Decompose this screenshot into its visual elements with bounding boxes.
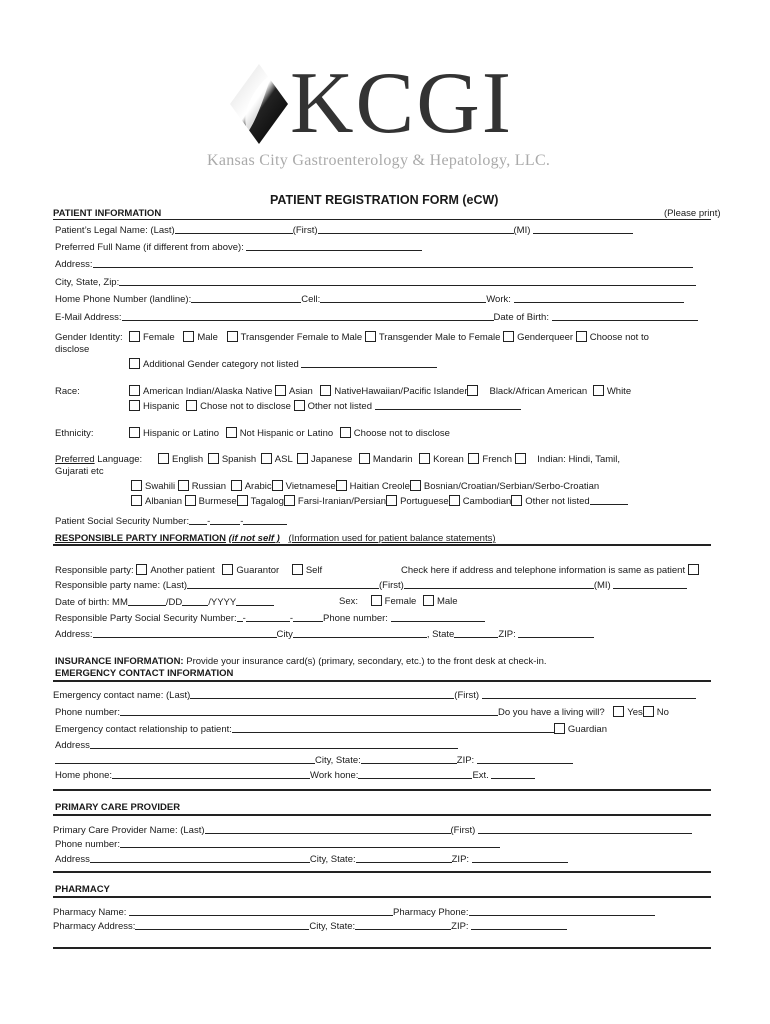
pcp-last-field[interactable] xyxy=(205,824,451,834)
legal-first-label: (First) xyxy=(292,225,318,236)
emergency-phone-label: Phone number: xyxy=(55,707,120,718)
pharmacy-name-field[interactable] xyxy=(129,906,393,916)
divider xyxy=(53,947,711,949)
checkbox-guarantor[interactable] xyxy=(222,564,233,575)
pcp-phone-field[interactable] xyxy=(120,838,500,848)
email-field[interactable] xyxy=(122,311,494,321)
email-label: E-Mail Address: xyxy=(55,312,122,323)
ssn-label: Patient Social Security Number: xyxy=(55,516,190,527)
option-label: Yes xyxy=(627,707,643,718)
responsible-heading: RESPONSIBLE PARTY INFORMATION xyxy=(55,533,227,544)
language-options-row3 xyxy=(131,495,628,508)
email-row xyxy=(55,311,698,324)
checkbox-ethnicity-choose-not[interactable] xyxy=(340,427,351,438)
option-label: Other not listed xyxy=(525,496,590,507)
checkbox-race-american-indian[interactable] xyxy=(129,385,140,396)
section-heading-pharmacy: PHARMACY xyxy=(55,884,110,895)
pharmacy-phone-field[interactable] xyxy=(469,906,655,916)
pharmacy-zip-label: ZIP: xyxy=(451,921,469,932)
responsible-state-label: , State xyxy=(426,629,455,640)
checkbox-lang-russian[interactable] xyxy=(178,480,189,491)
option-label: Russian xyxy=(191,481,227,492)
checkbox-lang-burmese[interactable] xyxy=(185,495,196,506)
gender-additional-field[interactable] xyxy=(301,358,437,368)
pharmacy-address-label: Pharmacy Address: xyxy=(53,921,136,932)
emergency-phone-row xyxy=(55,706,669,719)
language-options-row1 xyxy=(158,453,620,466)
checkbox-living-will-yes[interactable] xyxy=(613,706,624,717)
gender-additional-label: Additional Gender category not listed xyxy=(143,359,299,370)
responsible-heading-note: (if not self ) xyxy=(228,533,280,544)
checkbox-race-white[interactable] xyxy=(593,385,604,396)
checkbox-lang-tagalog[interactable] xyxy=(237,495,248,506)
responsible-address-row xyxy=(55,628,594,641)
language-label xyxy=(55,454,142,466)
option-label: Swahili xyxy=(145,481,176,492)
checkbox-lang-portuguese[interactable] xyxy=(386,495,397,506)
option-label: Male xyxy=(436,596,458,607)
checkbox-lang-albanian[interactable] xyxy=(131,495,142,506)
responsible-address-field[interactable] xyxy=(93,628,277,638)
option-label: Cambodian xyxy=(462,496,512,507)
option-label: Indian: Hindi, Tamil, xyxy=(537,454,621,465)
living-will-label: Do you have a living will? xyxy=(497,707,605,718)
option-label: American Indian/Alaska Native xyxy=(143,386,273,397)
checkbox-lang-korean[interactable] xyxy=(419,453,430,464)
checkbox-lang-english[interactable] xyxy=(158,453,169,464)
option-label: English xyxy=(172,454,204,465)
work-field[interactable] xyxy=(514,293,684,303)
legal-last-label: Patient’s Legal Name: (Last) xyxy=(55,225,175,236)
option-label: Hispanic or Latino xyxy=(143,428,220,439)
ssn-field-2[interactable] xyxy=(210,515,240,525)
emergency-home-phone-label: Home phone: xyxy=(55,770,113,781)
responsible-city-label: City xyxy=(276,629,293,640)
dob-field[interactable] xyxy=(552,311,698,321)
emergency-address-field[interactable] xyxy=(90,739,458,749)
checkbox-another-patient[interactable] xyxy=(136,564,147,575)
language-options-row2 xyxy=(131,480,599,493)
insurance-row xyxy=(55,656,547,668)
pcp-first-field[interactable] xyxy=(478,824,692,834)
responsible-ssn-row xyxy=(55,612,485,625)
pharmacy-name-row xyxy=(53,906,655,919)
emergency-city-row xyxy=(55,754,573,767)
divider xyxy=(53,814,711,816)
cell-label: Cell: xyxy=(301,294,321,305)
emergency-first-label: (First) xyxy=(454,690,480,701)
race-other-field[interactable] xyxy=(375,400,521,410)
checkbox-lang-indian[interactable] xyxy=(515,453,526,464)
responsible-ssn-label: Responsible Party Social Security Number: xyxy=(55,613,237,624)
gender-label: Gender Identity: xyxy=(55,332,123,343)
option-label: Haitian Creole xyxy=(349,481,410,492)
option-label: Self xyxy=(305,565,323,576)
checkbox-ethnicity-not-hispanic[interactable] xyxy=(226,427,237,438)
race-label: Race: xyxy=(55,386,80,397)
option-label: Not Hispanic or Latino xyxy=(239,428,334,439)
emergency-work-phone-field[interactable] xyxy=(358,769,472,779)
responsible-dob-label: Date of birth: MM xyxy=(55,597,128,608)
dob-dd-label: /DD xyxy=(165,597,183,608)
emergency-name-row xyxy=(53,689,696,702)
checkbox-lang-other[interactable] xyxy=(511,495,522,506)
option-label: Guardian xyxy=(567,724,607,735)
responsible-sex-row xyxy=(339,595,458,608)
emergency-zip-label: ZIP: xyxy=(456,755,475,766)
option-label: Choose not to xyxy=(589,332,649,343)
option-label: Tagalog xyxy=(250,496,284,507)
pharmacy-zip-field[interactable] xyxy=(471,920,567,930)
checkbox-gender-trans-mtf[interactable] xyxy=(365,331,376,342)
option-label: ASL xyxy=(274,454,293,465)
divider xyxy=(53,544,711,546)
legal-name-row xyxy=(55,224,633,237)
option-label: Japanese xyxy=(311,454,353,465)
city-state-zip-label: City, State, Zip: xyxy=(55,277,120,288)
pcp-city-label: City, State: xyxy=(309,854,356,865)
pcp-address-row xyxy=(55,853,568,866)
insurance-text: Provide your insurance card(s) (primary, secondary, etc.) to the front desk at check-in. xyxy=(183,656,547,667)
divider xyxy=(53,219,711,220)
section-heading-emergency: EMERGENCY CONTACT INFORMATION xyxy=(55,668,234,679)
legal-last-field[interactable] xyxy=(175,224,293,234)
language-label-text: Language: xyxy=(94,454,143,465)
checkbox-ethnicity-hispanic[interactable] xyxy=(129,427,140,438)
responsible-phone-field[interactable] xyxy=(391,612,485,622)
checkbox-lang-japanese[interactable] xyxy=(297,453,308,464)
option-label: Genderqueer xyxy=(517,332,574,343)
ssn-dash: - xyxy=(207,516,211,527)
emergency-address-row xyxy=(55,739,458,752)
pcp-phone-label: Phone number: xyxy=(55,839,120,850)
option-label: No xyxy=(656,707,669,718)
cell-field[interactable] xyxy=(320,293,486,303)
emergency-work-phone-label: Work hone: xyxy=(310,770,359,781)
checkbox-sex-male[interactable] xyxy=(423,595,434,606)
ssn-dash: - xyxy=(242,613,246,624)
responsible-name-row xyxy=(55,579,687,592)
emergency-zip-field[interactable] xyxy=(477,754,573,764)
logo-wordmark: KCGI xyxy=(290,55,514,152)
responsible-info-note: (Information used for patient balance statements) xyxy=(288,533,496,544)
form-title: PATIENT REGISTRATION FORM (eCW) xyxy=(270,193,499,207)
option-label: Albanian xyxy=(145,496,182,507)
responsible-party-row xyxy=(55,564,322,577)
option-label: Transgender Female to Male xyxy=(240,332,363,343)
divider xyxy=(53,871,711,873)
dob-yyyy-label: /YYYY xyxy=(208,597,237,608)
ssn-row xyxy=(55,515,287,528)
ssn-field-3[interactable] xyxy=(243,515,287,525)
option-label: Farsi-Iranian/Persian xyxy=(297,496,387,507)
checkbox-gender-genderqueer[interactable] xyxy=(503,331,514,342)
preferred-name-row xyxy=(55,241,422,254)
emergency-city-field[interactable] xyxy=(361,754,457,764)
responsible-first-field[interactable] xyxy=(404,579,594,589)
responsible-dob-row xyxy=(55,596,274,609)
ethnicity-options xyxy=(129,427,450,440)
checkbox-lang-mandarin[interactable] xyxy=(359,453,370,464)
same-as-patient-label: Check here if address and telephone information is same as patient xyxy=(401,565,686,576)
checkbox-same-as-patient[interactable] xyxy=(688,564,699,575)
option-label: Spanish xyxy=(221,454,257,465)
checkbox-gender-male[interactable] xyxy=(183,331,194,342)
checkbox-gender-choose-not[interactable] xyxy=(576,331,587,342)
option-label: Another patient xyxy=(150,565,215,576)
ssn-dash: - xyxy=(289,613,293,624)
responsible-last-field[interactable] xyxy=(187,579,379,589)
emergency-address-label: Address xyxy=(55,740,90,751)
emergency-relationship-row xyxy=(55,723,607,736)
work-label: Work: xyxy=(486,294,511,305)
kcgi-logo-diamond xyxy=(228,62,290,146)
checkbox-race-asian[interactable] xyxy=(275,385,286,396)
checkbox-lang-arabic[interactable] xyxy=(231,480,242,491)
pcp-city-field[interactable] xyxy=(356,853,452,863)
option-label: NativeHawaiian/Pacific Islander xyxy=(334,386,468,397)
responsible-first-label: (First) xyxy=(379,580,404,591)
option-label: Portuguese xyxy=(400,496,449,507)
checkbox-lang-vietnamese[interactable] xyxy=(272,480,283,491)
checkbox-living-will-no[interactable] xyxy=(643,706,654,717)
responsible-city-field[interactable] xyxy=(293,628,427,638)
dob-yyyy-field[interactable] xyxy=(236,596,274,606)
option-label: Choose not to disclose xyxy=(353,428,450,439)
option-label: Arabic xyxy=(244,481,272,492)
section-heading-patient: PATIENT INFORMATION xyxy=(53,208,162,219)
option-label: Black/African American xyxy=(489,386,588,397)
option-label: Other not listed xyxy=(307,401,372,412)
section-heading-pcp: PRIMARY CARE PROVIDER xyxy=(55,802,181,813)
responsible-phone-label: Phone number: xyxy=(322,613,388,624)
option-label: Burmese xyxy=(198,496,237,507)
option-label: Guarantor xyxy=(236,565,280,576)
responsible-zip-label: ZIP: xyxy=(498,629,516,640)
checkbox-self[interactable] xyxy=(292,564,303,575)
checkbox-gender-additional[interactable] xyxy=(129,358,140,369)
divider xyxy=(53,789,711,791)
checkbox-race-black[interactable] xyxy=(467,385,478,396)
checkbox-race-native-hawaiian[interactable] xyxy=(320,385,331,396)
checkbox-lang-french[interactable] xyxy=(468,453,479,464)
phone-row xyxy=(55,293,684,306)
pcp-first-label: (First) xyxy=(450,825,476,836)
option-label: Asian xyxy=(289,386,313,397)
responsible-ssn-field-3[interactable] xyxy=(293,612,323,622)
lang-other-field[interactable] xyxy=(590,495,628,505)
responsible-zip-field[interactable] xyxy=(518,628,594,638)
option-label: Male xyxy=(197,332,218,343)
responsible-address-label: Address: xyxy=(55,629,93,640)
language-label-underlined: Preferred xyxy=(55,454,95,465)
preferred-name-field[interactable] xyxy=(246,241,422,251)
option-label: Chose not to disclose xyxy=(200,401,291,412)
pcp-address-field[interactable] xyxy=(90,853,310,863)
checkbox-race-chose-not[interactable] xyxy=(186,400,197,411)
option-label: Mandarin xyxy=(372,454,413,465)
checkbox-guardian[interactable] xyxy=(554,723,565,734)
responsible-last-label: Responsible party name: (Last) xyxy=(55,580,188,591)
checkbox-lang-haitian[interactable] xyxy=(336,480,347,491)
option-label: Hispanic xyxy=(143,401,180,412)
emergency-home-phone-row xyxy=(55,769,535,782)
option-label: Bosnian/Croatian/Serbian/Serbo-Croatian xyxy=(423,481,600,492)
emergency-first-field[interactable] xyxy=(482,689,696,699)
city-state-zip-field[interactable] xyxy=(119,276,696,286)
responsible-ssn-field-2[interactable] xyxy=(246,612,290,622)
checkbox-lang-bosnian[interactable] xyxy=(410,480,421,491)
emergency-last-field[interactable] xyxy=(190,689,454,699)
emergency-address-line2[interactable] xyxy=(55,754,315,764)
dob-label: Date of Birth: xyxy=(493,312,549,323)
legal-mi-field[interactable] xyxy=(533,224,633,234)
city-state-zip-row xyxy=(55,276,696,289)
sex-label: Sex: xyxy=(339,596,359,607)
preferred-name-label: Preferred Full Name (if different from above): xyxy=(55,242,244,253)
pcp-zip-field[interactable] xyxy=(472,853,568,863)
logo-subtitle: Kansas City Gastroenterology & Hepatology, LLC. xyxy=(207,152,551,169)
emergency-relationship-field[interactable] xyxy=(232,723,554,733)
pcp-zip-label: ZIP: xyxy=(451,854,470,865)
home-phone-label: Home Phone Number (landline): xyxy=(55,294,192,305)
pharmacy-name-label: Pharmacy Name: xyxy=(53,907,127,918)
divider xyxy=(53,896,711,898)
emergency-ext-label: Ext. xyxy=(472,770,489,781)
pcp-phone-row xyxy=(55,838,500,851)
option-label: Vietnamese xyxy=(285,481,336,492)
race-options-row2 xyxy=(129,400,521,413)
checkbox-lang-spanish[interactable] xyxy=(208,453,219,464)
gender-disclose-cont: disclose xyxy=(55,344,90,355)
legal-first-field[interactable] xyxy=(318,224,514,234)
emergency-phone-field[interactable] xyxy=(120,706,498,716)
option-label: Female xyxy=(143,332,175,343)
pharmacy-phone-label: Pharmacy Phone: xyxy=(393,907,469,918)
checkbox-lang-farsi[interactable] xyxy=(284,495,295,506)
option-label: White xyxy=(606,386,632,397)
emergency-city-label: City, State: xyxy=(315,755,361,766)
address-field[interactable] xyxy=(93,258,693,268)
checkbox-race-hispanic[interactable] xyxy=(129,400,140,411)
emergency-last-label: Emergency contact name: (Last) xyxy=(53,690,191,701)
address-label: Address: xyxy=(55,259,93,270)
please-print-note: (Please print) xyxy=(664,208,721,219)
responsible-state-field[interactable] xyxy=(454,628,498,638)
pharmacy-city-label: City, State: xyxy=(309,921,356,932)
responsible-mi-field[interactable] xyxy=(613,579,687,589)
emergency-ext-field[interactable] xyxy=(491,769,535,779)
dob-mm-field[interactable] xyxy=(128,596,166,606)
race-options-row1 xyxy=(129,385,631,398)
checkbox-lang-cambodian[interactable] xyxy=(449,495,460,506)
pharmacy-city-field[interactable] xyxy=(355,920,451,930)
emergency-relationship-label: Emergency contact relationship to patient: xyxy=(55,724,232,735)
divider xyxy=(53,680,711,682)
pharmacy-address-row xyxy=(53,920,567,933)
option-label: Female xyxy=(384,596,417,607)
ssn-field-1[interactable] xyxy=(189,515,207,525)
checkbox-lang-swahili[interactable] xyxy=(131,480,142,491)
pcp-last-label: Primary Care Provider Name: (Last) xyxy=(53,825,205,836)
home-phone-field[interactable] xyxy=(191,293,301,303)
emergency-home-phone-field[interactable] xyxy=(112,769,310,779)
gender-options xyxy=(129,331,649,344)
pcp-name-row xyxy=(53,824,692,837)
checkbox-sex-female[interactable] xyxy=(371,595,382,606)
option-label: Transgender Male to Female xyxy=(378,332,501,343)
same-as-patient-row xyxy=(401,564,702,577)
pharmacy-address-field[interactable] xyxy=(135,920,309,930)
legal-mi-label: (MI) xyxy=(513,225,531,236)
gender-additional-row xyxy=(129,358,437,371)
responsible-party-label: Responsible party: xyxy=(55,565,134,576)
checkbox-lang-asl[interactable] xyxy=(261,453,272,464)
checkbox-gender-trans-ftm[interactable] xyxy=(227,331,238,342)
checkbox-race-other[interactable] xyxy=(294,400,305,411)
ssn-dash: - xyxy=(240,516,244,527)
checkbox-gender-female[interactable] xyxy=(129,331,140,342)
dob-dd-field[interactable] xyxy=(182,596,208,606)
option-label: Korean xyxy=(433,454,464,465)
language-cont: Gujarati etc xyxy=(55,466,104,477)
option-label: French xyxy=(482,454,512,465)
responsible-mi-label: (MI) xyxy=(593,580,611,591)
ethnicity-label: Ethnicity: xyxy=(55,428,94,439)
insurance-heading: INSURANCE INFORMATION: xyxy=(55,656,184,667)
address-row xyxy=(55,258,693,271)
pcp-address-label: Address xyxy=(55,854,90,865)
